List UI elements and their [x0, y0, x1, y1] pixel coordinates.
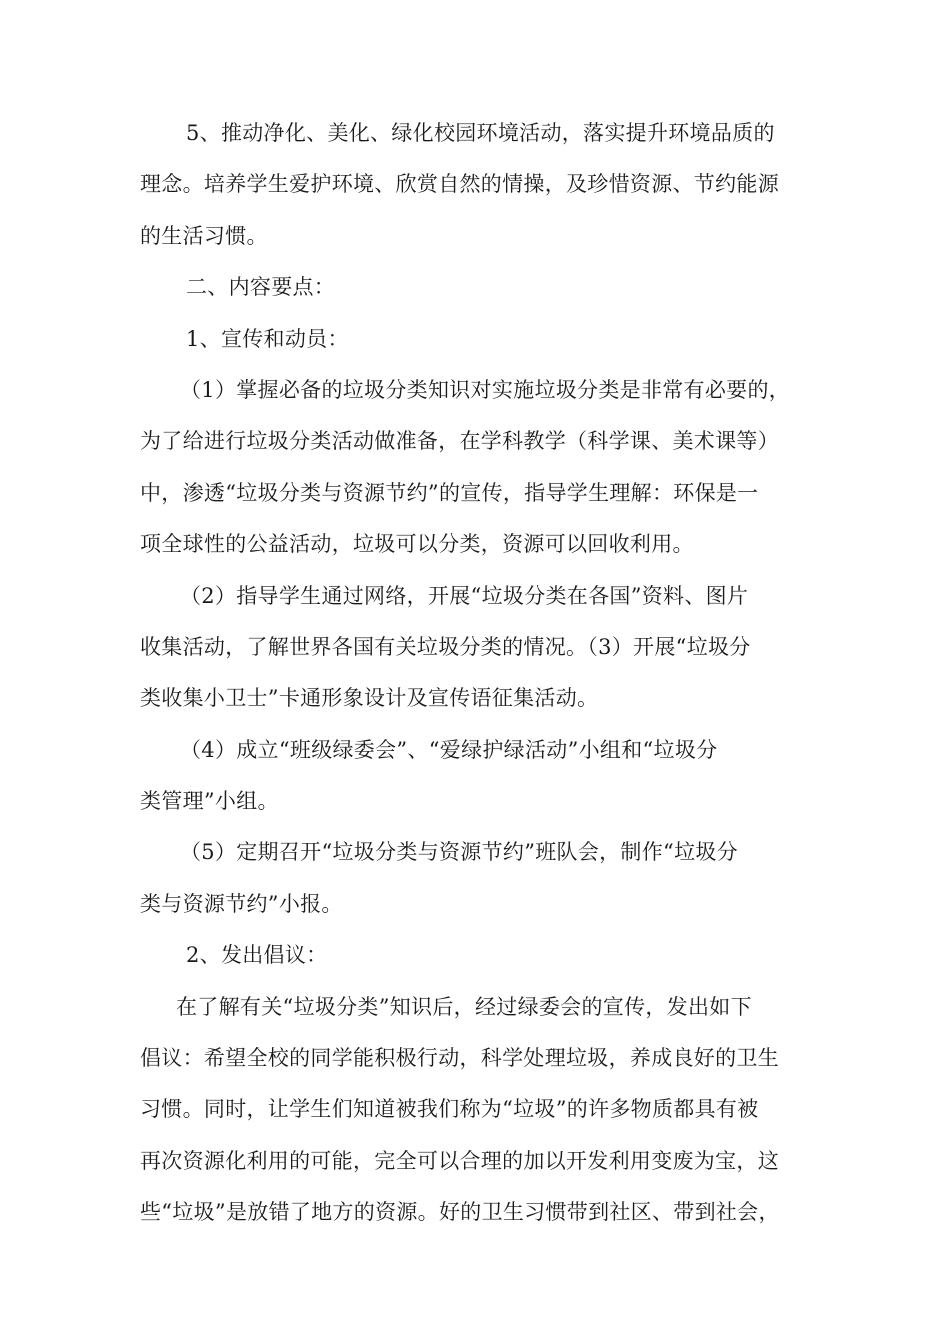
text-line: 倡议：希望全校的同学能积极行动，科学处理垃圾，养成良好的卫生 — [140, 1046, 779, 1071]
text-line: 类收集小卫士”卡通形象设计及宣传语征集活动。 — [140, 686, 599, 711]
text-line: （1）掌握必备的垃圾分类知识对实施垃圾分类是非常有必要的， — [180, 377, 791, 402]
text-line: 习惯。同时，让学生们知道被我们称为“垃圾”的许多物质都具有被 — [140, 1097, 759, 1122]
text-line: 类管理”小组。 — [140, 789, 279, 814]
text-line: 在了解有关“垃圾分类”知识后，经过绿委会的宣传，发出如下 — [176, 994, 752, 1019]
text-line: 为了给进行垃圾分类活动做准备，在学科教学（科学课、美术课等） — [140, 429, 779, 454]
text-line: （4）成立“班级绿委会”、“爱绿护绿活动”小组和“垃圾分 — [180, 737, 718, 762]
text-line: 类与资源节约”小报。 — [140, 891, 343, 916]
text-line: 再次资源化利用的可能，完全可以合理的加以开发利用变废为宝，这 — [140, 1148, 779, 1173]
text-line: （2）指导学生通过网络，开展“垃圾分类在各国”资料、图片 — [180, 583, 749, 608]
text-line: 理念。培养学生爱护环境、欣赏自然的情操，及珍惜资源、节约能源 — [140, 172, 779, 197]
subsection-heading: 1、宣传和动员： — [186, 326, 349, 351]
document-body — [140, 108, 830, 1239]
text-line: 些“垃圾”是放错了地方的资源。好的卫生习惯带到社区、带到社会， — [140, 1200, 780, 1225]
subsection-heading: 2、发出倡议： — [186, 943, 328, 968]
text-line: （5）定期召开“垃圾分类与资源节约”班队会，制作“垃圾分 — [180, 840, 738, 865]
text-line: 项全球性的公益活动，垃圾可以分类，资源可以回收利用。 — [140, 532, 694, 557]
section-heading: 二、内容要点： — [186, 275, 336, 300]
text-line: 5、推动净化、美化、绿化校园环境活动，落实提升环境品质的 — [186, 121, 775, 145]
text-line: 中，渗透“垃圾分类与资源节约”的宣传，指导学生理解：环保是一 — [140, 480, 759, 505]
text-line: 的生活习惯。 — [140, 223, 268, 248]
text-line: 收集活动，了解世界各国有关垃圾分类的情况。（3）开展“垃圾分 — [140, 634, 751, 659]
